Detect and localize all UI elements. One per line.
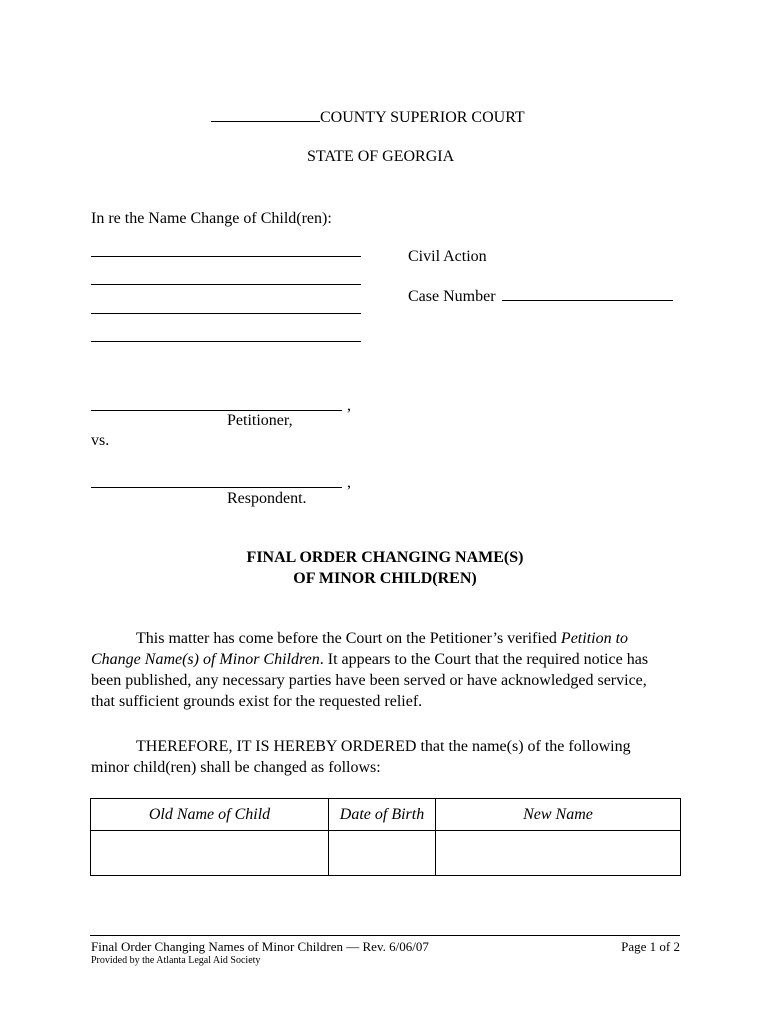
footer-divider [90,935,680,936]
child-name-line-1[interactable] [91,256,361,257]
county-blank[interactable] [211,107,320,122]
name-change-table [90,798,681,876]
date-of-birth-cell[interactable] [329,831,436,876]
respondent-comma: , [347,474,351,491]
paragraph-1-text-a: This matter has come before the Court on the Petitioner’s verified [136,630,561,647]
footer-form-title: Final Order Changing Names of Minor Children — Rev. 6/06/07 [91,939,429,954]
case-number-blank[interactable] [502,286,673,301]
header-old-name: Old Name of Child [91,799,329,831]
petition-title: Petition to Change Name(s) of Minor Children [91,630,629,668]
order-paragraph-2 [91,736,656,778]
child-name-line-4[interactable] [91,341,361,342]
header-new-name: New Name [436,799,681,831]
footer-page-number: Page 1 of 2 [621,939,680,954]
footer-provider: Provided by the Atlanta Legal Aid Society [91,955,261,966]
old-name-cell[interactable] [91,831,329,876]
petitioner-name-line[interactable] [91,410,342,411]
court-name: COUNTY SUPERIOR COURT [320,109,525,126]
respondent-name-line[interactable] [91,487,342,488]
case-number-label: Case Number [408,288,496,305]
child-name-line-3[interactable] [91,313,361,314]
order-title-line-1: FINAL ORDER CHANGING NAME(S) [246,549,524,566]
state-name: STATE OF GEORGIA [307,148,455,165]
case-number-row [408,286,673,307]
table-row [91,831,681,876]
respondent-label: Respondent. [227,490,307,507]
court-header [211,107,525,128]
new-name-cell[interactable] [436,831,681,876]
versus-label: vs. [91,432,110,449]
petitioner-comma: , [347,397,351,414]
child-name-line-2[interactable] [91,284,361,285]
order-title-line-2: OF MINOR CHILD(REN) [293,570,477,587]
petitioner-label: Petitioner, [227,412,293,429]
header-date-of-birth: Date of Birth [329,799,436,831]
in-re-label: In re the Name Change of Child(ren): [91,210,332,227]
paragraph-2-text: THEREFORE, IT IS HEREBY ORDERED that the name(s) of the following minor child(ren) shall be changed as follows: [91,738,631,776]
paragraph-1-text-b: . It appears to the Court that the required notice has been published, any necessary parties have been served or have acknowledged service, that sufficient grounds exist for the requested relief. [91,651,649,710]
order-paragraph-1 [91,628,651,712]
table-header-row [91,799,681,831]
civil-action-label: Civil Action [408,248,487,265]
